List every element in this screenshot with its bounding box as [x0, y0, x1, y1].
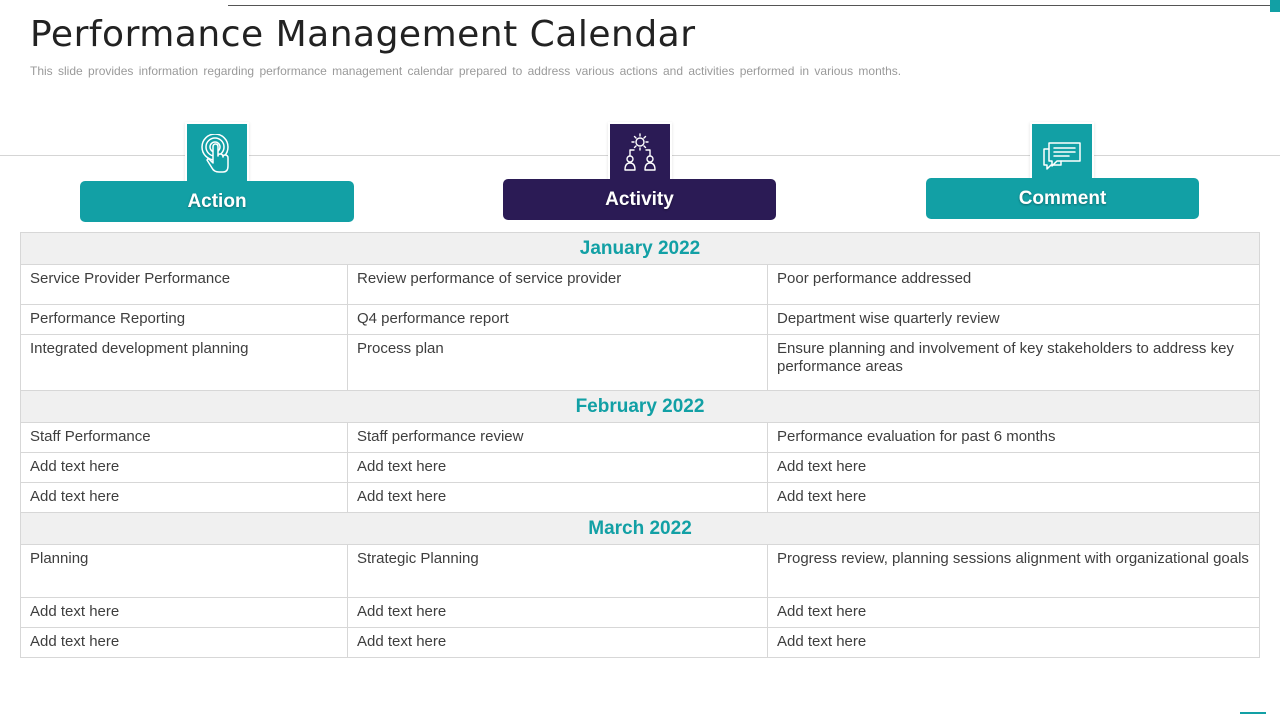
activity-cell: Add text here: [348, 483, 768, 513]
comment-header: [926, 178, 1199, 219]
comment-cell: Poor performance addressed: [768, 265, 1260, 305]
activity-cell: Add text here: [348, 628, 768, 658]
comment-cell: Progress review, planning sessions alignment with organizational goals: [768, 545, 1260, 598]
comment-cell: Add text here: [768, 628, 1260, 658]
activity-cell: Add text here: [348, 453, 768, 483]
page-subtitle: This slide provides information regarding performance management calendar prepared to address various actions and activities performed in various months.: [30, 64, 902, 78]
month-label: March 2022: [21, 513, 1260, 545]
action-header-label: Action: [187, 190, 247, 212]
action-cell: Service Provider Performance: [21, 265, 348, 305]
action-cell: Add text here: [21, 598, 348, 628]
table-row: [21, 335, 1260, 391]
activity-icon-box: [610, 124, 670, 184]
comment-cell: Ensure planning and involvement of key stakeholders to address key performance areas: [768, 335, 1260, 391]
bottom-accent: [1240, 712, 1266, 714]
action-header: [80, 181, 354, 222]
action-cell: Planning: [21, 545, 348, 598]
activity-cell: Add text here: [348, 598, 768, 628]
month-label: January 2022: [21, 233, 1260, 265]
page-title: Performance Management Calendar: [30, 14, 696, 55]
activity-cell: Strategic Planning: [348, 545, 768, 598]
month-row: [21, 391, 1260, 423]
activity-header: [503, 179, 776, 220]
table-row: [21, 453, 1260, 483]
comment-cell: Add text here: [768, 483, 1260, 513]
top-rule: [228, 5, 1270, 6]
table-row: [21, 265, 1260, 305]
action-icon-box: [187, 124, 247, 184]
table-row: [21, 305, 1260, 335]
month-row: [21, 233, 1260, 265]
team-gear-icon: [618, 132, 662, 176]
action-cell: Add text here: [21, 628, 348, 658]
comment-cell: Add text here: [768, 453, 1260, 483]
comment-header-label: Comment: [1018, 187, 1107, 209]
top-accent: [1270, 0, 1280, 12]
table-row: [21, 423, 1260, 453]
month-row: [21, 513, 1260, 545]
comment-icon-box: [1032, 124, 1092, 184]
table-row: [21, 483, 1260, 513]
action-cell: Add text here: [21, 453, 348, 483]
table-row: [21, 545, 1260, 598]
activity-cell: Process plan: [348, 335, 768, 391]
calendar-table: [20, 232, 1260, 658]
action-cell: Performance Reporting: [21, 305, 348, 335]
comment-cell: Department wise quarterly review: [768, 305, 1260, 335]
activity-cell: Review performance of service provider: [348, 265, 768, 305]
action-cell: Staff Performance: [21, 423, 348, 453]
touch-icon: [200, 134, 234, 174]
activity-cell: Q4 performance report: [348, 305, 768, 335]
table-row: [21, 628, 1260, 658]
action-cell: Add text here: [21, 483, 348, 513]
action-cell: Integrated development planning: [21, 335, 348, 391]
comment-cell: Add text here: [768, 598, 1260, 628]
month-label: February 2022: [21, 391, 1260, 423]
comment-cell: Performance evaluation for past 6 months: [768, 423, 1260, 453]
activity-cell: Staff performance review: [348, 423, 768, 453]
table-row: [21, 598, 1260, 628]
activity-header-label: Activity: [605, 188, 674, 210]
chat-bubbles-icon: [1041, 137, 1083, 171]
